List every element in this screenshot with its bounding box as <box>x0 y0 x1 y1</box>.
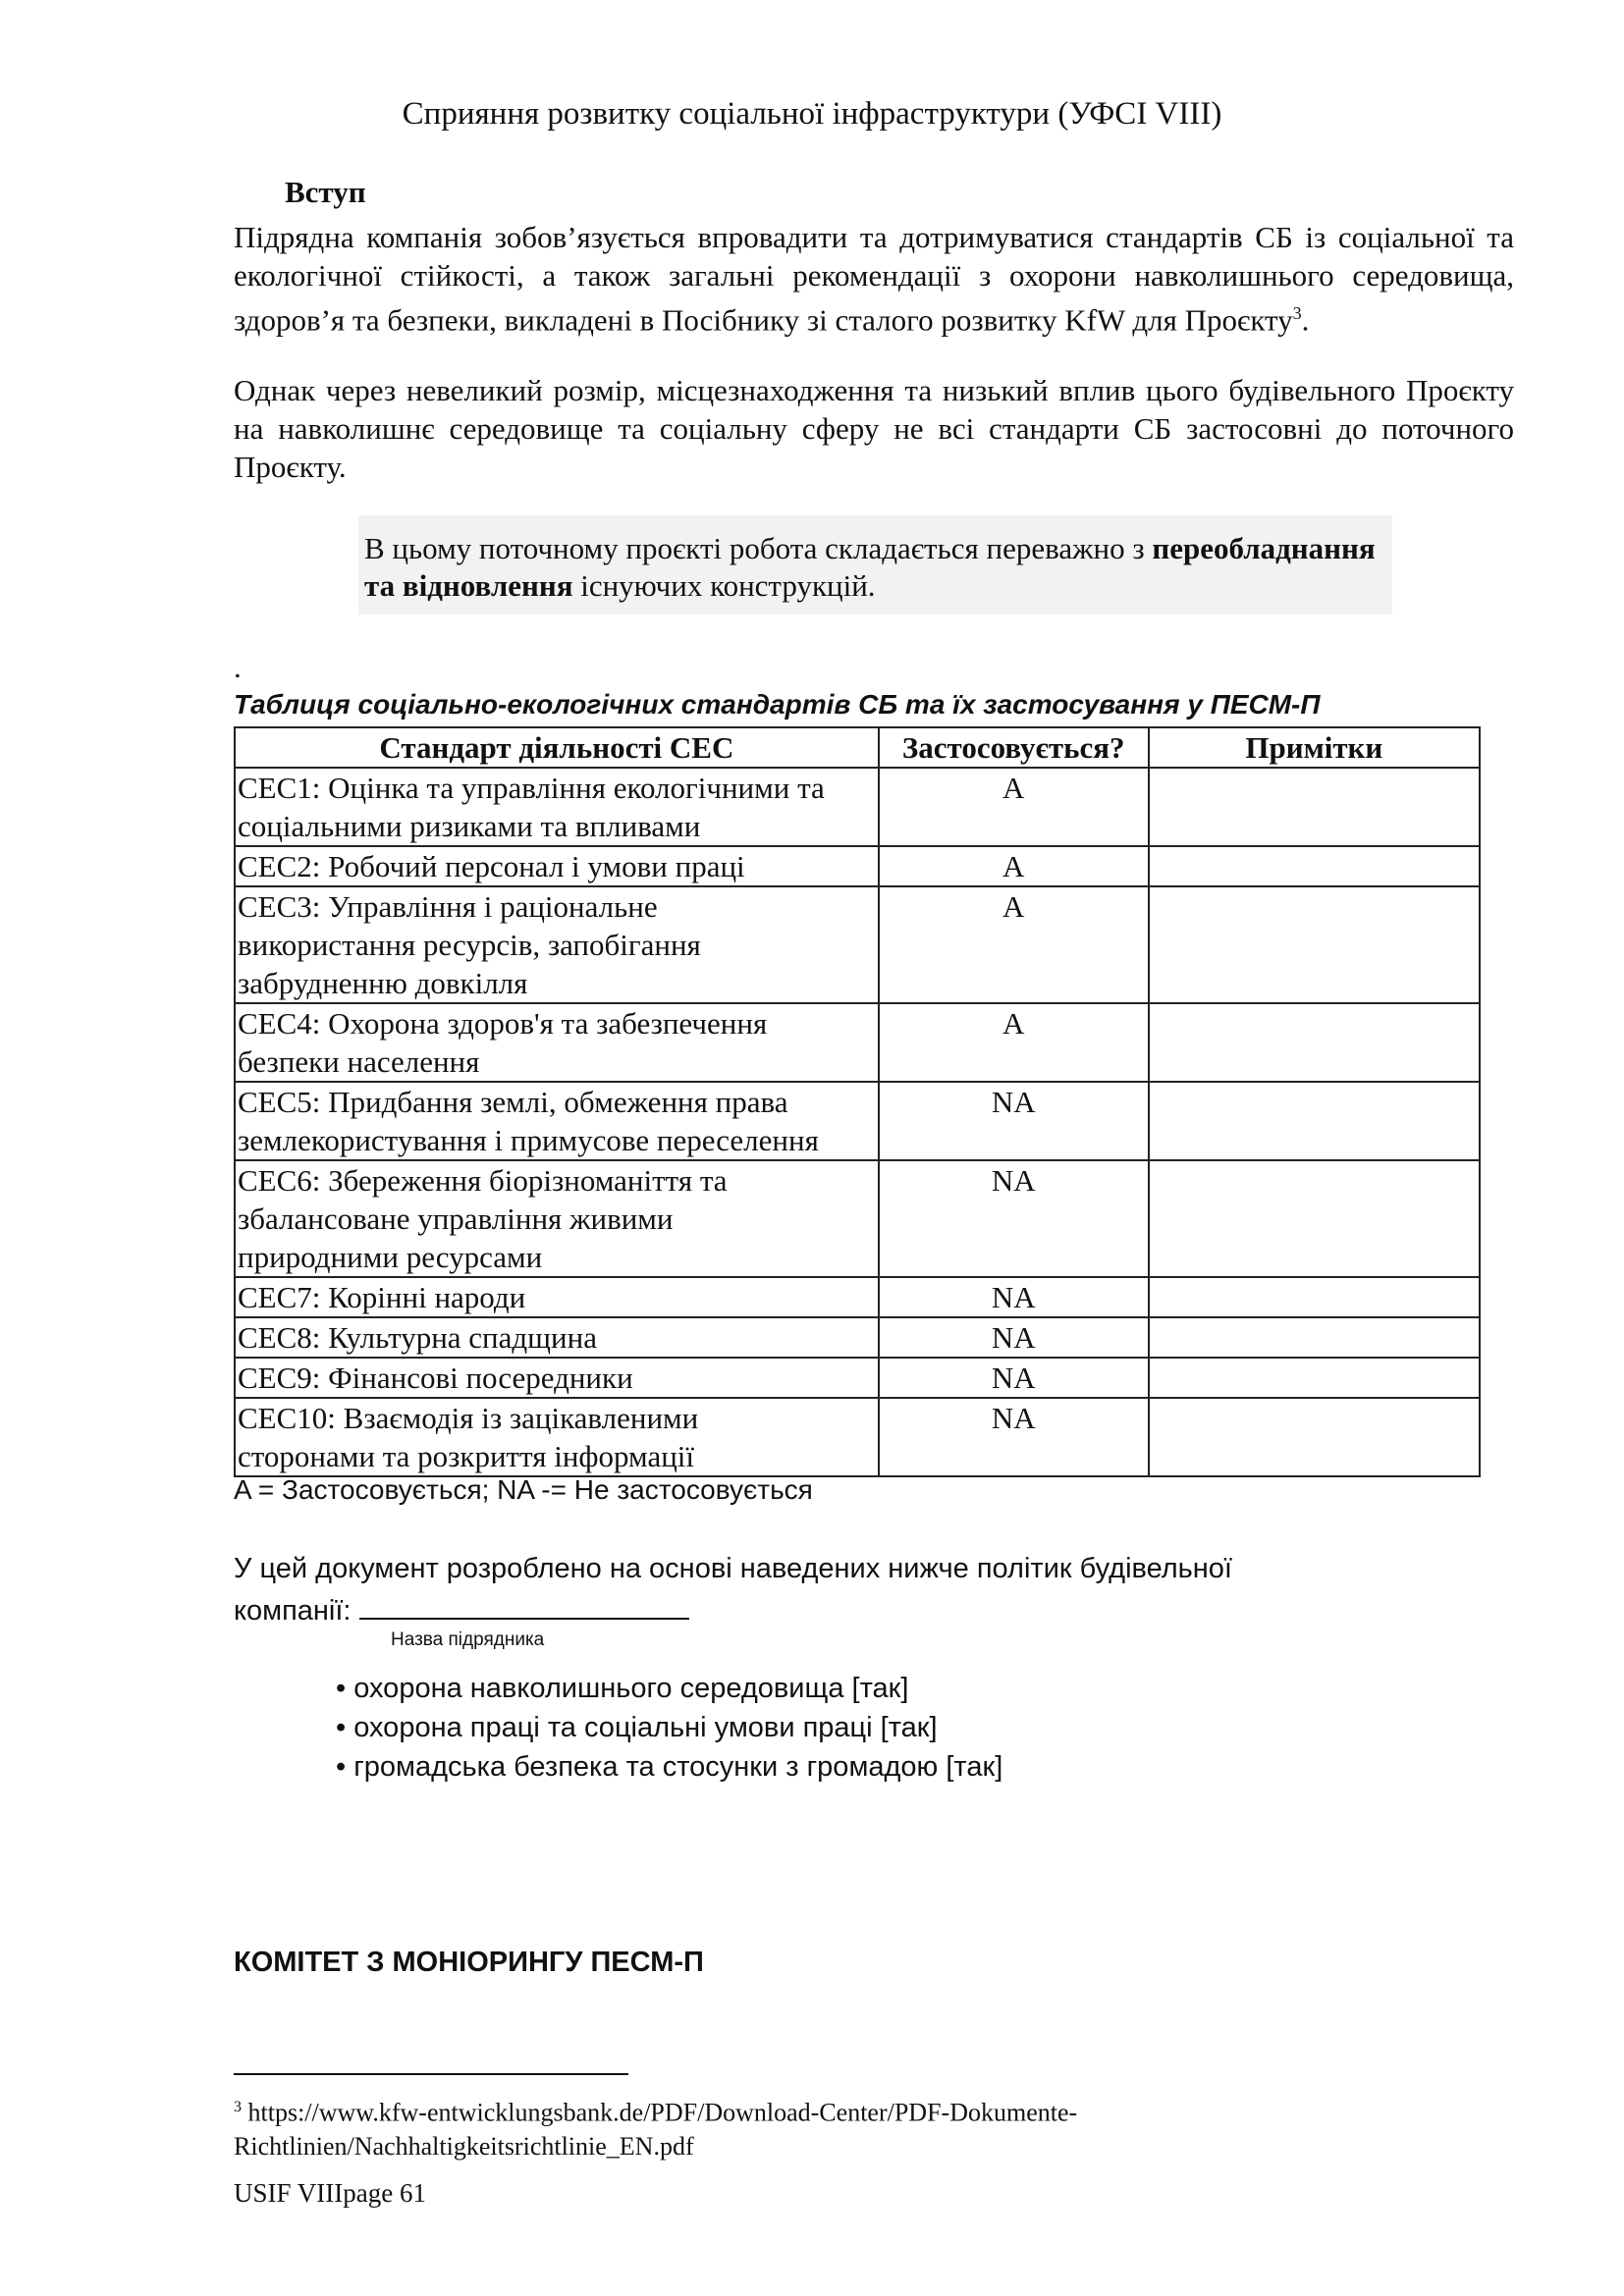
cell-standard: СЕС9: Фінансові посередники <box>235 1358 879 1398</box>
cell-applies: NA <box>879 1160 1149 1277</box>
table-legend: A = Застосовується; NA -= Не застосовується <box>234 1474 813 1505</box>
cell-standard: СЕС10: Взаємодія із зацікавленими сторонами та розкриття інформації <box>235 1398 879 1476</box>
cell-applies: NA <box>879 1398 1149 1476</box>
table-row <box>235 1082 1480 1160</box>
callout-text-bold: переобладнання та відновлення <box>364 531 1376 603</box>
table-row <box>235 1277 1480 1317</box>
header-applies: Застосовується? <box>879 727 1149 768</box>
cell-applies: А <box>879 1003 1149 1082</box>
stray-dot: . <box>234 650 242 684</box>
cell-notes <box>1149 846 1480 886</box>
cell-applies: А <box>879 768 1149 846</box>
cell-notes <box>1149 1358 1480 1398</box>
callout-text <box>364 530 1385 605</box>
footnote <box>234 2091 1412 2163</box>
cell-standard: СЕС2: Робочий персонал і умови праці <box>235 846 879 886</box>
standards-table <box>234 726 1481 1477</box>
list-item: • громадська безпека та стосунки з громадою [так] <box>336 1751 1003 1783</box>
cell-standard: СЕС1: Оцінка та управління екологічними та соціальними ризиками та впливами <box>235 768 879 846</box>
cell-standard: СЕС5: Придбання землі, обмеження права землекористування і примусове переселення <box>235 1082 879 1160</box>
based-on-text: У цей документ розроблено на основі наведених нижче політик будівельної компанії: <box>234 1553 1232 1627</box>
page-header: Сприяння розвитку соціальної інфраструктури (УФСІ VIII) <box>402 96 1222 132</box>
header-notes: Примітки <box>1149 727 1480 768</box>
cell-notes <box>1149 1082 1480 1160</box>
intro-heading: Вступ <box>285 175 366 209</box>
table-row <box>235 1003 1480 1082</box>
cell-notes <box>1149 1398 1480 1476</box>
policy-list <box>336 1669 1002 1787</box>
footnote-link[interactable]: https://www.kfw-entwicklungsbank.de/PDF/Download-Center/PDF-Dokumente-Richtlinien/Nachhaltigkeitsrichtlinie_EN.pdf <box>234 2098 1078 2161</box>
cell-standard: СЕС3: Управління і раціональне використання ресурсів, запобігання забрудненню довкілля <box>235 886 879 1003</box>
based-on-paragraph <box>234 1549 1314 1630</box>
cell-applies: NA <box>879 1277 1149 1317</box>
intro-paragraph-1-end: . <box>1301 302 1310 338</box>
cell-applies: А <box>879 886 1149 1003</box>
cell-notes <box>1149 1160 1480 1277</box>
cell-notes <box>1149 768 1480 846</box>
callout-box <box>358 515 1392 614</box>
table-caption: Таблиця соціально-екологічних стандартів СБ та їх застосування у ПЕСМ-П <box>234 689 1321 720</box>
table-row <box>235 1398 1480 1476</box>
contractor-name-blank[interactable] <box>359 1588 689 1620</box>
cell-applies: NA <box>879 1358 1149 1398</box>
table-row <box>235 1160 1480 1277</box>
cell-standard: СЕС8: Культурна спадщина <box>235 1317 879 1358</box>
table-row <box>235 1358 1480 1398</box>
contractor-name-label: Назва підрядника <box>391 1629 545 1650</box>
cell-notes <box>1149 1317 1480 1358</box>
intro-paragraph-2: Однак через невеликий розмір, місцезнаходження та низький вплив цього будівельного Проєкту на навколишнє середовище та соціальну сферу не всі стандарти СБ застосовні до поточного Проєкту. <box>234 373 1514 484</box>
page-footer: USIF VIIIpage 61 <box>234 2178 426 2208</box>
footnote-divider <box>234 2073 628 2075</box>
cell-standard: СЕС4: Охорона здоров'я та забезпечення безпеки населення <box>235 1003 879 1082</box>
cell-applies: NA <box>879 1317 1149 1358</box>
list-item: • охорона навколишнього середовища [так] <box>336 1673 909 1704</box>
cell-notes <box>1149 886 1480 1003</box>
intro-paragraph-1 <box>234 218 1514 339</box>
cell-notes <box>1149 1277 1480 1317</box>
cell-notes <box>1149 1003 1480 1082</box>
intro-paragraph-1-text: Підрядна компанія зобов’язується впровадити та дотримуватися стандартів СБ із соціальної та екологічної стійкості, а також загальні рекомендації з охорони навколишнього середовища, здоров’я та безпеки, викладені в Посібнику зі сталого розвитку KfW для Проєкту <box>234 220 1514 338</box>
header-standard: Стандарт діяльності СЕС <box>235 727 879 768</box>
cell-applies: А <box>879 846 1149 886</box>
cell-standard: СЕС7: Корінні народи <box>235 1277 879 1317</box>
footnote-number: 3 <box>234 2099 242 2115</box>
footnote-ref[interactable]: 3 <box>1292 303 1302 323</box>
table-header-row <box>235 727 1480 768</box>
cell-standard: СЕС6: Збереження біорізноманіття та збалансоване управління живими природними ресурсами <box>235 1160 879 1277</box>
table-row <box>235 846 1480 886</box>
table-row <box>235 768 1480 846</box>
table-row <box>235 886 1480 1003</box>
cell-applies: NA <box>879 1082 1149 1160</box>
committee-heading: КОМІТЕТ З МОНІОРИНГУ ПЕСМ-П <box>234 1947 704 1978</box>
callout-text-after: існуючих конструкцій. <box>572 568 876 603</box>
callout-text-before: В цьому поточному проєкті робота складається переважно з <box>364 531 1153 565</box>
table-row <box>235 1317 1480 1358</box>
list-item: • охорона праці та соціальні умови праці [так] <box>336 1712 938 1743</box>
